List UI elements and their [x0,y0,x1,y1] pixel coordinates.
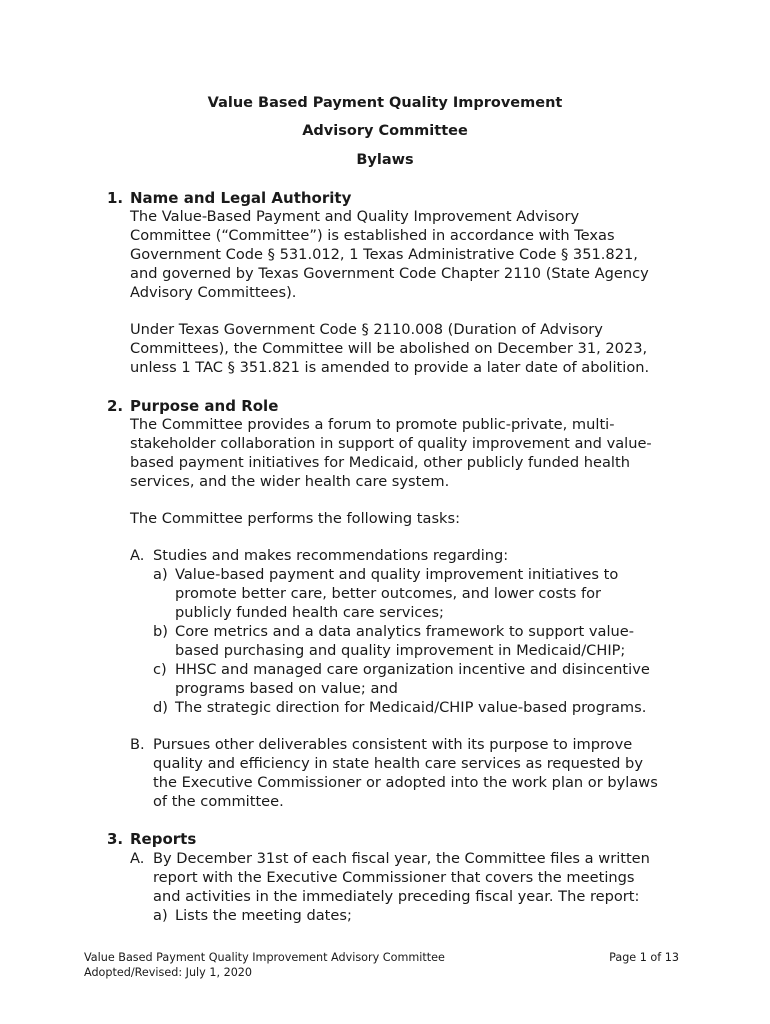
text-line: based purchasing and quality improvement in Medicaid/CHIP; [175,641,626,659]
footer-adopted-date: Adopted/Revised: July 1, 2020 [84,966,253,979]
sub-item-2Ac [153,661,650,699]
document-title-line-3: Bylaws [356,152,414,168]
sub-item-3Aa [153,907,352,926]
text-line: promote better care, better outcomes, and lower costs for [175,584,602,602]
text-line: and activities in the immediately preceding fiscal year. The report: [153,887,640,905]
text-line: based payment initiatives for Medicaid, other publicly funded health [130,453,630,471]
list-marker: A. [130,850,145,867]
text-line: The Committee provides a forum to promote public-private, multi- [130,416,615,433]
section-title: Name and Legal Authority [130,189,352,207]
footer-committee-name: Value Based Payment Quality Improvement Advisory Committee [84,951,445,964]
text-line: Studies and makes recommendations regarding: [153,547,509,564]
list-marker: B. [130,736,145,753]
section-title: Reports [130,830,197,848]
text-line: stakeholder collaboration in support of quality improvement and value- [130,434,652,452]
section-number: 2. [107,397,124,415]
sub-marker: a) [153,566,168,583]
sub-marker: c) [153,661,167,678]
sub-item-2Ad [153,699,646,718]
footer-left [84,950,445,980]
sub-marker: d) [153,699,168,716]
document-title-line-1: Value Based Payment Quality Improvement [207,95,563,111]
section-2-paragraph-2 [130,510,690,529]
text-line: By December 31st of each fiscal year, the Committee files a written [153,850,650,867]
text-line: the Executive Commissioner or adopted into the work plan or bylaws [153,773,658,791]
text-line: of the committee. [153,792,284,810]
text-line: and governed by Texas Government Code Chapter 2110 (State Agency [130,264,649,282]
section-3-heading [107,830,196,849]
section-1-heading [107,189,351,208]
section-number: 1. [107,189,124,207]
text-line: Committee (“Committee”) is established in accordance with Texas [130,226,615,244]
list-item-2A [130,547,508,566]
list-marker: A. [130,547,145,564]
text-line: Pursues other deliverables consistent with its purpose to improve [153,736,633,753]
section-2-paragraph-1 [130,416,690,492]
text-line: HHSC and managed care organization incentive and disincentive [175,661,650,678]
text-line: The Value-Based Payment and Quality Improvement Advisory [130,208,580,225]
text-line: report with the Executive Commissioner that covers the meetings [153,868,635,886]
list-item-3A [130,850,650,907]
sub-item-2Aa [153,566,618,623]
text-line: Lists the meeting dates; [175,907,352,924]
text-line: unless 1 TAC § 351.821 is amended to provide a later date of abolition. [130,358,650,376]
text-line: Under Texas Government Code § 2110.008 (Duration of Advisory [130,321,603,338]
text-line: The strategic direction for Medicaid/CHIP value-based programs. [175,699,647,716]
footer-page-number: Page 1 of 13 [609,951,679,964]
text-line: Advisory Committees). [130,283,297,301]
text-line: The Committee performs the following tasks: [130,510,461,527]
text-line: programs based on value; and [175,679,398,697]
document-title-line-2: Advisory Committee [302,123,468,139]
sub-marker: b) [153,623,168,640]
section-1-paragraph-2 [130,321,690,378]
text-line: Core metrics and a data analytics framework to support value- [175,623,635,640]
section-1-paragraph-1 [130,208,690,303]
sub-item-2Ab [153,623,634,661]
sub-marker: a) [153,907,168,924]
list-item-2B [130,736,658,812]
text-line: Value-based payment and quality improvement initiatives to [175,566,619,583]
section-number: 3. [107,830,124,848]
text-line: services, and the wider health care system. [130,472,450,490]
text-line: quality and efficiency in state health care services as requested by [153,754,643,772]
text-line: Committees), the Committee will be abolished on December 31, 2023, [130,339,648,357]
text-line: Government Code § 531.012, 1 Texas Administrative Code § 351.821, [130,245,638,263]
section-2-heading [107,397,278,416]
section-title: Purpose and Role [130,397,279,415]
text-line: publicly funded health care services; [175,603,444,621]
